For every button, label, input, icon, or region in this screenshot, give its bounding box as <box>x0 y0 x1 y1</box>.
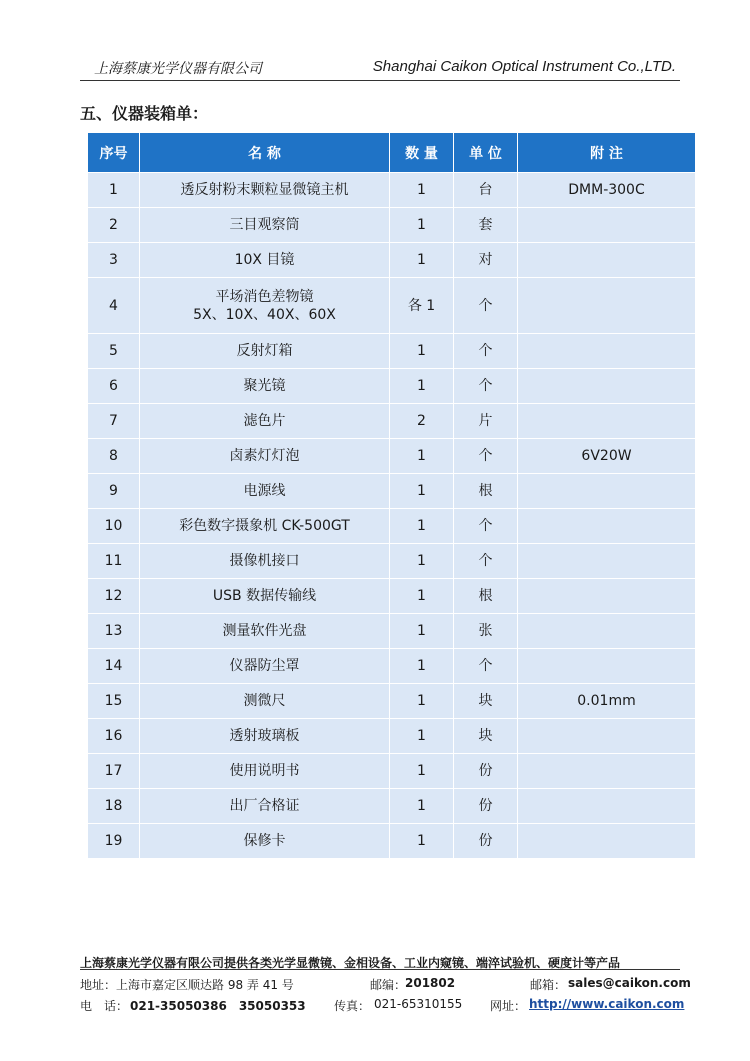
item-unit: 根 <box>454 579 518 614</box>
col-header-qty: 数 量 <box>390 133 454 173</box>
item-note <box>518 509 696 544</box>
row-number: 9 <box>88 474 140 509</box>
item-note <box>518 544 696 579</box>
item-unit: 个 <box>454 278 518 334</box>
row-number: 8 <box>88 439 140 474</box>
table-row <box>88 439 696 474</box>
web-label: 网址： <box>490 999 527 1013</box>
item-unit: 个 <box>454 334 518 369</box>
item-quantity: 1 <box>390 579 454 614</box>
footer-contact-line-2 <box>80 997 685 1015</box>
postcode-value: 201802 <box>405 976 456 990</box>
row-number: 16 <box>88 719 140 754</box>
fax-label: 传真： <box>334 999 371 1013</box>
item-unit: 套 <box>454 208 518 243</box>
item-note <box>518 614 696 649</box>
item-name: 电源线 <box>140 474 390 509</box>
item-unit: 个 <box>454 369 518 404</box>
row-number: 15 <box>88 684 140 719</box>
item-quantity: 1 <box>390 243 454 278</box>
item-name: 仪器防尘罩 <box>140 649 390 684</box>
item-name: 摄像机接口 <box>140 544 390 579</box>
table-row <box>88 684 696 719</box>
item-note: DMM-300C <box>518 173 696 208</box>
item-quantity: 1 <box>390 208 454 243</box>
table-row <box>88 474 696 509</box>
item-note <box>518 649 696 684</box>
header-divider <box>80 80 680 81</box>
item-note <box>518 579 696 614</box>
phone-label: 电 话： <box>80 999 129 1013</box>
table-row <box>88 509 696 544</box>
company-name-en: Shanghai Caikon Optical Instrument Co.,LTD. <box>372 58 676 75</box>
item-name: USB 数据传输线 <box>140 579 390 614</box>
item-quantity: 各 1 <box>390 278 454 334</box>
row-number: 2 <box>88 208 140 243</box>
email-value: sales@caikon.com <box>568 976 691 990</box>
item-unit: 份 <box>454 789 518 824</box>
item-name: 使用说明书 <box>140 754 390 789</box>
item-unit: 张 <box>454 614 518 649</box>
table-row <box>88 334 696 369</box>
item-name: 保修卡 <box>140 824 390 859</box>
row-number: 1 <box>88 173 140 208</box>
table-row <box>88 243 696 278</box>
item-quantity: 1 <box>390 509 454 544</box>
item-note: 6V20W <box>518 439 696 474</box>
row-number: 3 <box>88 243 140 278</box>
item-unit: 台 <box>454 173 518 208</box>
table-row <box>88 754 696 789</box>
item-quantity: 1 <box>390 544 454 579</box>
item-quantity: 1 <box>390 684 454 719</box>
footer-contact-line-1 <box>80 976 691 994</box>
item-quantity: 1 <box>390 719 454 754</box>
row-number: 12 <box>88 579 140 614</box>
item-quantity: 1 <box>390 474 454 509</box>
table-row <box>88 208 696 243</box>
item-name: 反射灯箱 <box>140 334 390 369</box>
item-name-line: 5X、10X、40X、60X <box>193 306 336 323</box>
item-name: 测量软件光盘 <box>140 614 390 649</box>
item-note <box>518 404 696 439</box>
table-row <box>88 824 696 859</box>
row-number: 11 <box>88 544 140 579</box>
table-row <box>88 404 696 439</box>
item-quantity: 1 <box>390 439 454 474</box>
item-note: 0.01mm <box>518 684 696 719</box>
address-label: 地址： <box>80 978 117 992</box>
item-unit: 块 <box>454 719 518 754</box>
item-note <box>518 208 696 243</box>
page-header <box>80 56 680 80</box>
col-header-unit: 单 位 <box>454 133 518 173</box>
item-name: 卤素灯灯泡 <box>140 439 390 474</box>
table-row <box>88 719 696 754</box>
fax-value: 021-65310155 <box>374 997 463 1011</box>
item-name: 聚光镜 <box>140 369 390 404</box>
website-link[interactable]: http://www.caikon.com <box>529 997 685 1011</box>
item-unit: 份 <box>454 754 518 789</box>
item-quantity: 1 <box>390 173 454 208</box>
item-note <box>518 474 696 509</box>
email-label: 邮箱： <box>530 978 567 992</box>
item-quantity: 1 <box>390 789 454 824</box>
item-name-line: 平场消色差物镜 <box>215 288 314 305</box>
col-header-name: 名 称 <box>140 133 390 173</box>
table-row <box>88 614 696 649</box>
item-note <box>518 278 696 334</box>
item-name: 10X 目镜 <box>140 243 390 278</box>
item-quantity: 1 <box>390 649 454 684</box>
item-name: 滤色片 <box>140 404 390 439</box>
item-unit: 块 <box>454 684 518 719</box>
footer-divider <box>80 969 680 970</box>
table-row <box>88 278 696 334</box>
table-row <box>88 649 696 684</box>
item-name <box>140 278 390 334</box>
item-note <box>518 789 696 824</box>
row-number: 17 <box>88 754 140 789</box>
item-quantity: 1 <box>390 334 454 369</box>
row-number: 5 <box>88 334 140 369</box>
item-quantity: 1 <box>390 824 454 859</box>
row-number: 7 <box>88 404 140 439</box>
item-name: 出厂合格证 <box>140 789 390 824</box>
row-number: 10 <box>88 509 140 544</box>
col-header-note: 附 注 <box>518 133 696 173</box>
item-note <box>518 754 696 789</box>
footer-slogan: 上海蔡康光学仪器有限公司提供各类光学显微镜、金相设备、工业内窥镜、端淬试验机、硬度计等产品 <box>80 956 621 970</box>
company-name-cn: 上海蔡康光学仪器有限公司 <box>94 61 262 77</box>
item-quantity: 2 <box>390 404 454 439</box>
section-title: 五、仪器装箱单： <box>80 104 209 123</box>
item-unit: 片 <box>454 404 518 439</box>
table-row <box>88 544 696 579</box>
address-value: 上海市嘉定区顺达路 98 弄 41 号 <box>116 978 294 992</box>
item-unit: 个 <box>454 649 518 684</box>
row-number: 14 <box>88 649 140 684</box>
row-number: 13 <box>88 614 140 649</box>
item-name: 测微尺 <box>140 684 390 719</box>
item-note <box>518 824 696 859</box>
row-number: 4 <box>88 278 140 334</box>
table-row <box>88 579 696 614</box>
item-name: 透射玻璃板 <box>140 719 390 754</box>
phone-value: 021-35050386 35050353 <box>130 999 306 1013</box>
item-quantity: 1 <box>390 614 454 649</box>
table-row <box>88 789 696 824</box>
table-header-row <box>88 133 696 173</box>
row-number: 6 <box>88 369 140 404</box>
item-name: 三目观察筒 <box>140 208 390 243</box>
item-unit: 份 <box>454 824 518 859</box>
col-header-no: 序号 <box>88 133 140 173</box>
packing-list-table <box>87 132 696 859</box>
row-number: 18 <box>88 789 140 824</box>
item-unit: 个 <box>454 439 518 474</box>
table-row <box>88 173 696 208</box>
postcode-label: 邮编： <box>370 978 407 992</box>
item-unit: 根 <box>454 474 518 509</box>
row-number: 19 <box>88 824 140 859</box>
item-note <box>518 243 696 278</box>
table-row <box>88 369 696 404</box>
item-note <box>518 334 696 369</box>
item-quantity: 1 <box>390 754 454 789</box>
item-name: 彩色数字摄象机 CK-500GT <box>140 509 390 544</box>
item-unit: 个 <box>454 544 518 579</box>
item-name: 透反射粉末颗粒显微镜主机 <box>140 173 390 208</box>
item-note <box>518 719 696 754</box>
item-unit: 个 <box>454 509 518 544</box>
item-unit: 对 <box>454 243 518 278</box>
item-quantity: 1 <box>390 369 454 404</box>
table-body <box>88 173 696 859</box>
item-note <box>518 369 696 404</box>
